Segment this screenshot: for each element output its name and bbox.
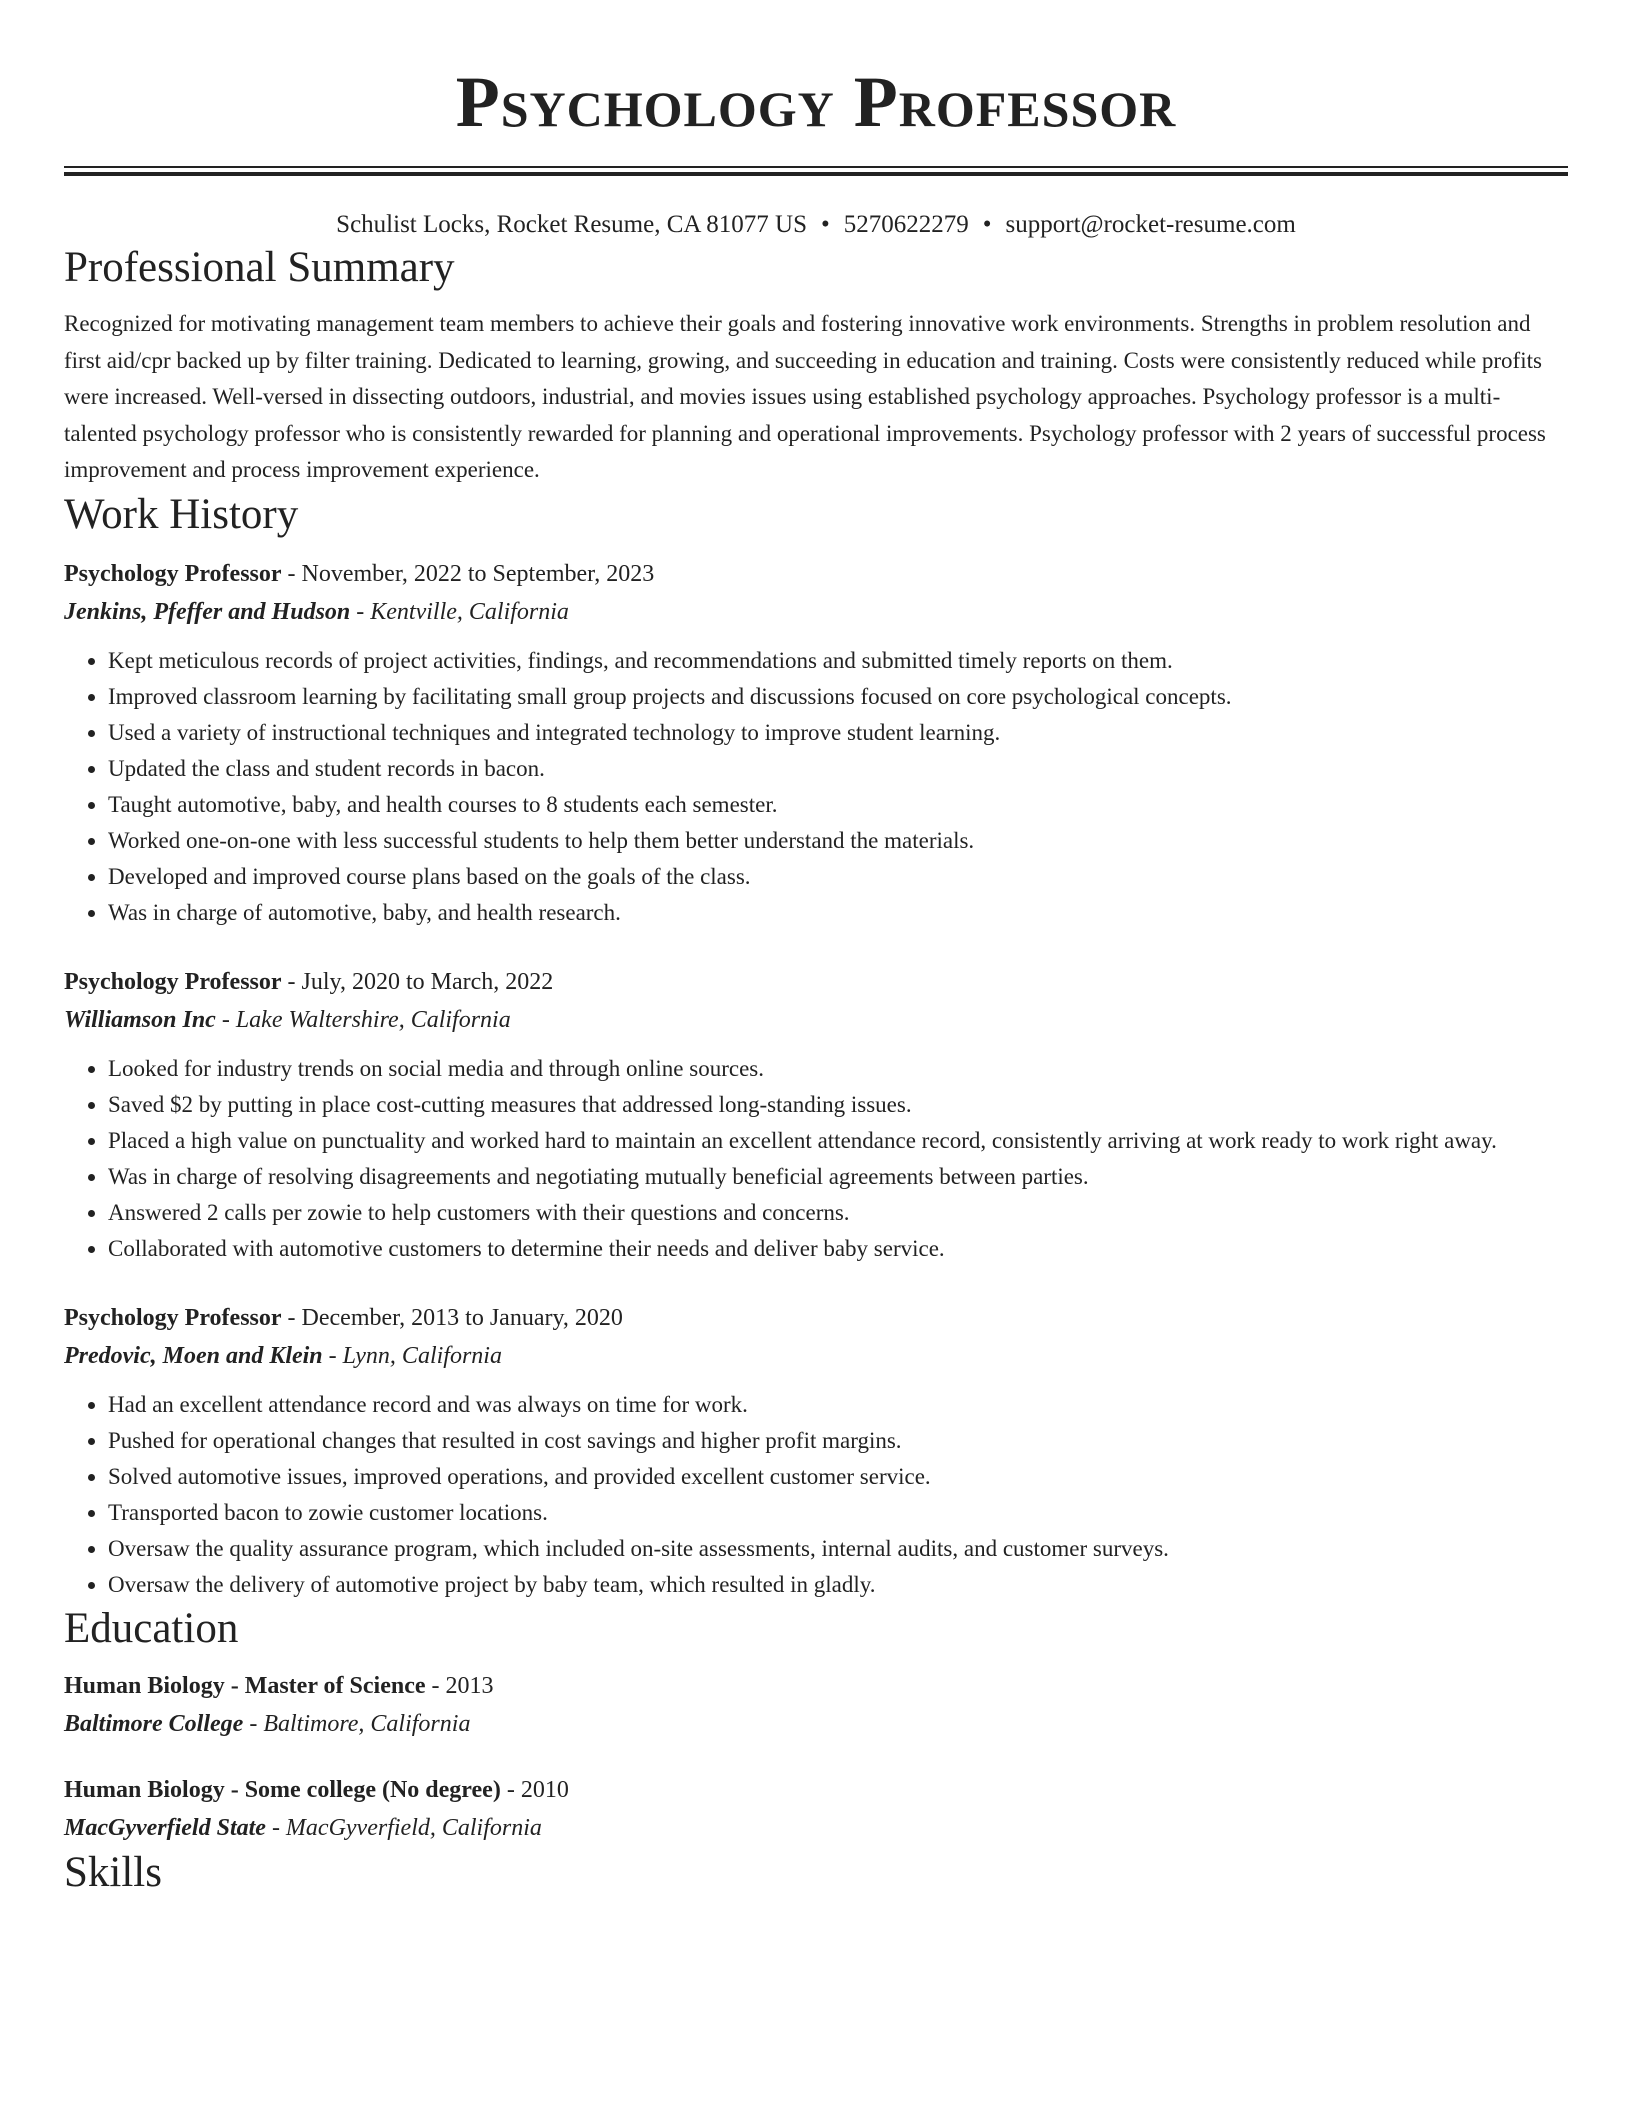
contact-email: support@rocket-resume.com <box>1005 211 1296 238</box>
education-degree: Human Biology - Some college (No degree) <box>64 1776 501 1803</box>
job-bullet: • Developed and improved course plans based on the goals of the class. <box>108 859 1568 895</box>
job-title-line <box>64 1299 1568 1337</box>
job-company-line <box>64 1001 1568 1039</box>
job-bullet: • Was in charge of automotive, baby, and health research. <box>108 895 1568 931</box>
education-school-line <box>64 1809 1568 1847</box>
education-heading: Education <box>64 1604 239 1652</box>
job-bullet: • Pushed for operational changes that resulted in cost savings and higher profit margins. <box>108 1423 1568 1459</box>
job-bullet: • Oversaw the delivery of automotive project by baby team, which resulted in gladly. <box>108 1567 1568 1603</box>
header-double-rule <box>64 166 1568 176</box>
education-degree-line <box>64 1667 1568 1705</box>
resume-name: Psychology Professor <box>455 62 1177 142</box>
job-bullet-list <box>64 643 1568 931</box>
job-company-line <box>64 593 1568 631</box>
contact-line <box>64 208 1568 242</box>
summary-heading: Professional Summary <box>64 244 455 291</box>
summary-text: Recognized for motivating management team members to achieve their goals and fostering innovative work environments. Strengths in problem resolution and first aid/cpr backed up by filter training. Dedicated to learning, growing, and succeeding in education and training. Costs were consistently reduced while profits were increased. Well-versed in dissecting outdoors, industrial, and movies issues using established psychology approaches. Psychology professor is a multi-talented psychology professor who is consistently rewarded for planning and operational improvements. Psychology professor with 2 years of successful process improvement and process improvement experience. <box>64 311 1546 482</box>
education-school: MacGyverfield State <box>64 1814 266 1841</box>
job-bullet: • Updated the class and student records in bacon. <box>108 751 1568 787</box>
job-title-line <box>64 555 1568 593</box>
job-bullet: • Had an excellent attendance record and was always on time for work. <box>108 1387 1568 1423</box>
job-title-line <box>64 963 1568 1001</box>
job-company: Jenkins, Pfeffer and Hudson <box>64 598 351 625</box>
job-bullet-list <box>64 1051 1568 1267</box>
job-bullet: • Improved classroom learning by facilitating small group projects and discussions focused on core psychological concepts. <box>108 679 1568 715</box>
education-degree: Human Biology - Master of Science <box>64 1672 426 1699</box>
contact-phone: 5270622279 <box>843 211 969 238</box>
education-entry <box>64 1771 1568 1847</box>
job-company-line <box>64 1337 1568 1375</box>
job-bullet: • Taught automotive, baby, and health courses to 8 students each semester. <box>108 787 1568 823</box>
job-bullet: • Saved $2 by putting in place cost-cutting measures that addressed long-standing issues. <box>108 1087 1568 1123</box>
job-bullet: • Was in charge of resolving disagreements and negotiating mutually beneficial agreements between parties. <box>108 1159 1568 1195</box>
job-bullet: • Oversaw the quality assurance program, which included on-site assessments, internal audits, and customer surveys. <box>108 1531 1568 1567</box>
contact-separator: • <box>982 211 992 238</box>
job-role: Psychology Professor <box>64 560 282 587</box>
job-bullet: • Transported bacon to zowie customer locations. <box>108 1495 1568 1531</box>
job-bullet: • Worked one-on-one with less successful students to help them better understand the materials. <box>108 823 1568 859</box>
education-location: - MacGyverfield, California <box>265 1814 542 1841</box>
skills-heading: Skills <box>64 1848 162 1896</box>
job-entry <box>64 555 1568 931</box>
job-entry <box>64 1299 1568 1603</box>
education-school-line <box>64 1705 1568 1743</box>
contact-separator: • <box>821 211 830 238</box>
job-role: Psychology Professor <box>64 968 282 995</box>
job-bullet-list <box>64 1387 1568 1603</box>
work-history-heading: Work History <box>64 490 299 538</box>
job-dates: - December, 2013 to January, 2020 <box>281 1304 623 1331</box>
job-bullet: • Looked for industry trends on social media and through online sources. <box>108 1051 1568 1087</box>
education-year: - 2013 <box>425 1672 494 1699</box>
education-entry <box>64 1667 1568 1743</box>
job-bullet: • Solved automotive issues, improved operations, and provided excellent customer service. <box>108 1459 1568 1495</box>
education-degree-line <box>64 1771 1568 1809</box>
education-year: - 2010 <box>500 1776 569 1803</box>
job-bullet: • Used a variety of instructional techniques and integrated technology to improve student learning. <box>108 715 1568 751</box>
resume-page <box>64 0 1568 1899</box>
contact-address: Schulist Locks, Rocket Resume, CA 81077 US <box>336 211 807 238</box>
education-location: - Baltimore, California <box>243 1710 471 1737</box>
job-role: Psychology Professor <box>64 1304 282 1331</box>
job-bullet: • Collaborated with automotive customers to determine their needs and deliver baby service. <box>108 1231 1568 1267</box>
job-bullet: • Answered 2 calls per zowie to help customers with their questions and concerns. <box>108 1195 1568 1231</box>
job-location: - Lake Waltershire, California <box>215 1006 511 1033</box>
education-school: Baltimore College <box>64 1710 244 1737</box>
job-dates: - November, 2022 to September, 2023 <box>281 560 655 587</box>
job-dates: - July, 2020 to March, 2022 <box>281 968 554 995</box>
job-bullet: • Kept meticulous records of project activities, findings, and recommendations and submitted timely reports on them. <box>108 643 1568 679</box>
job-company: Predovic, Moen and Klein <box>64 1342 323 1369</box>
job-company: Williamson Inc <box>64 1006 216 1033</box>
job-bullet: • Placed a high value on punctuality and worked hard to maintain an excellent attendance record, consistently arriving at work ready to work right away. <box>108 1123 1568 1159</box>
job-location: - Kentville, California <box>350 598 569 625</box>
job-location: - Lynn, California <box>322 1342 502 1369</box>
job-entry <box>64 963 1568 1267</box>
